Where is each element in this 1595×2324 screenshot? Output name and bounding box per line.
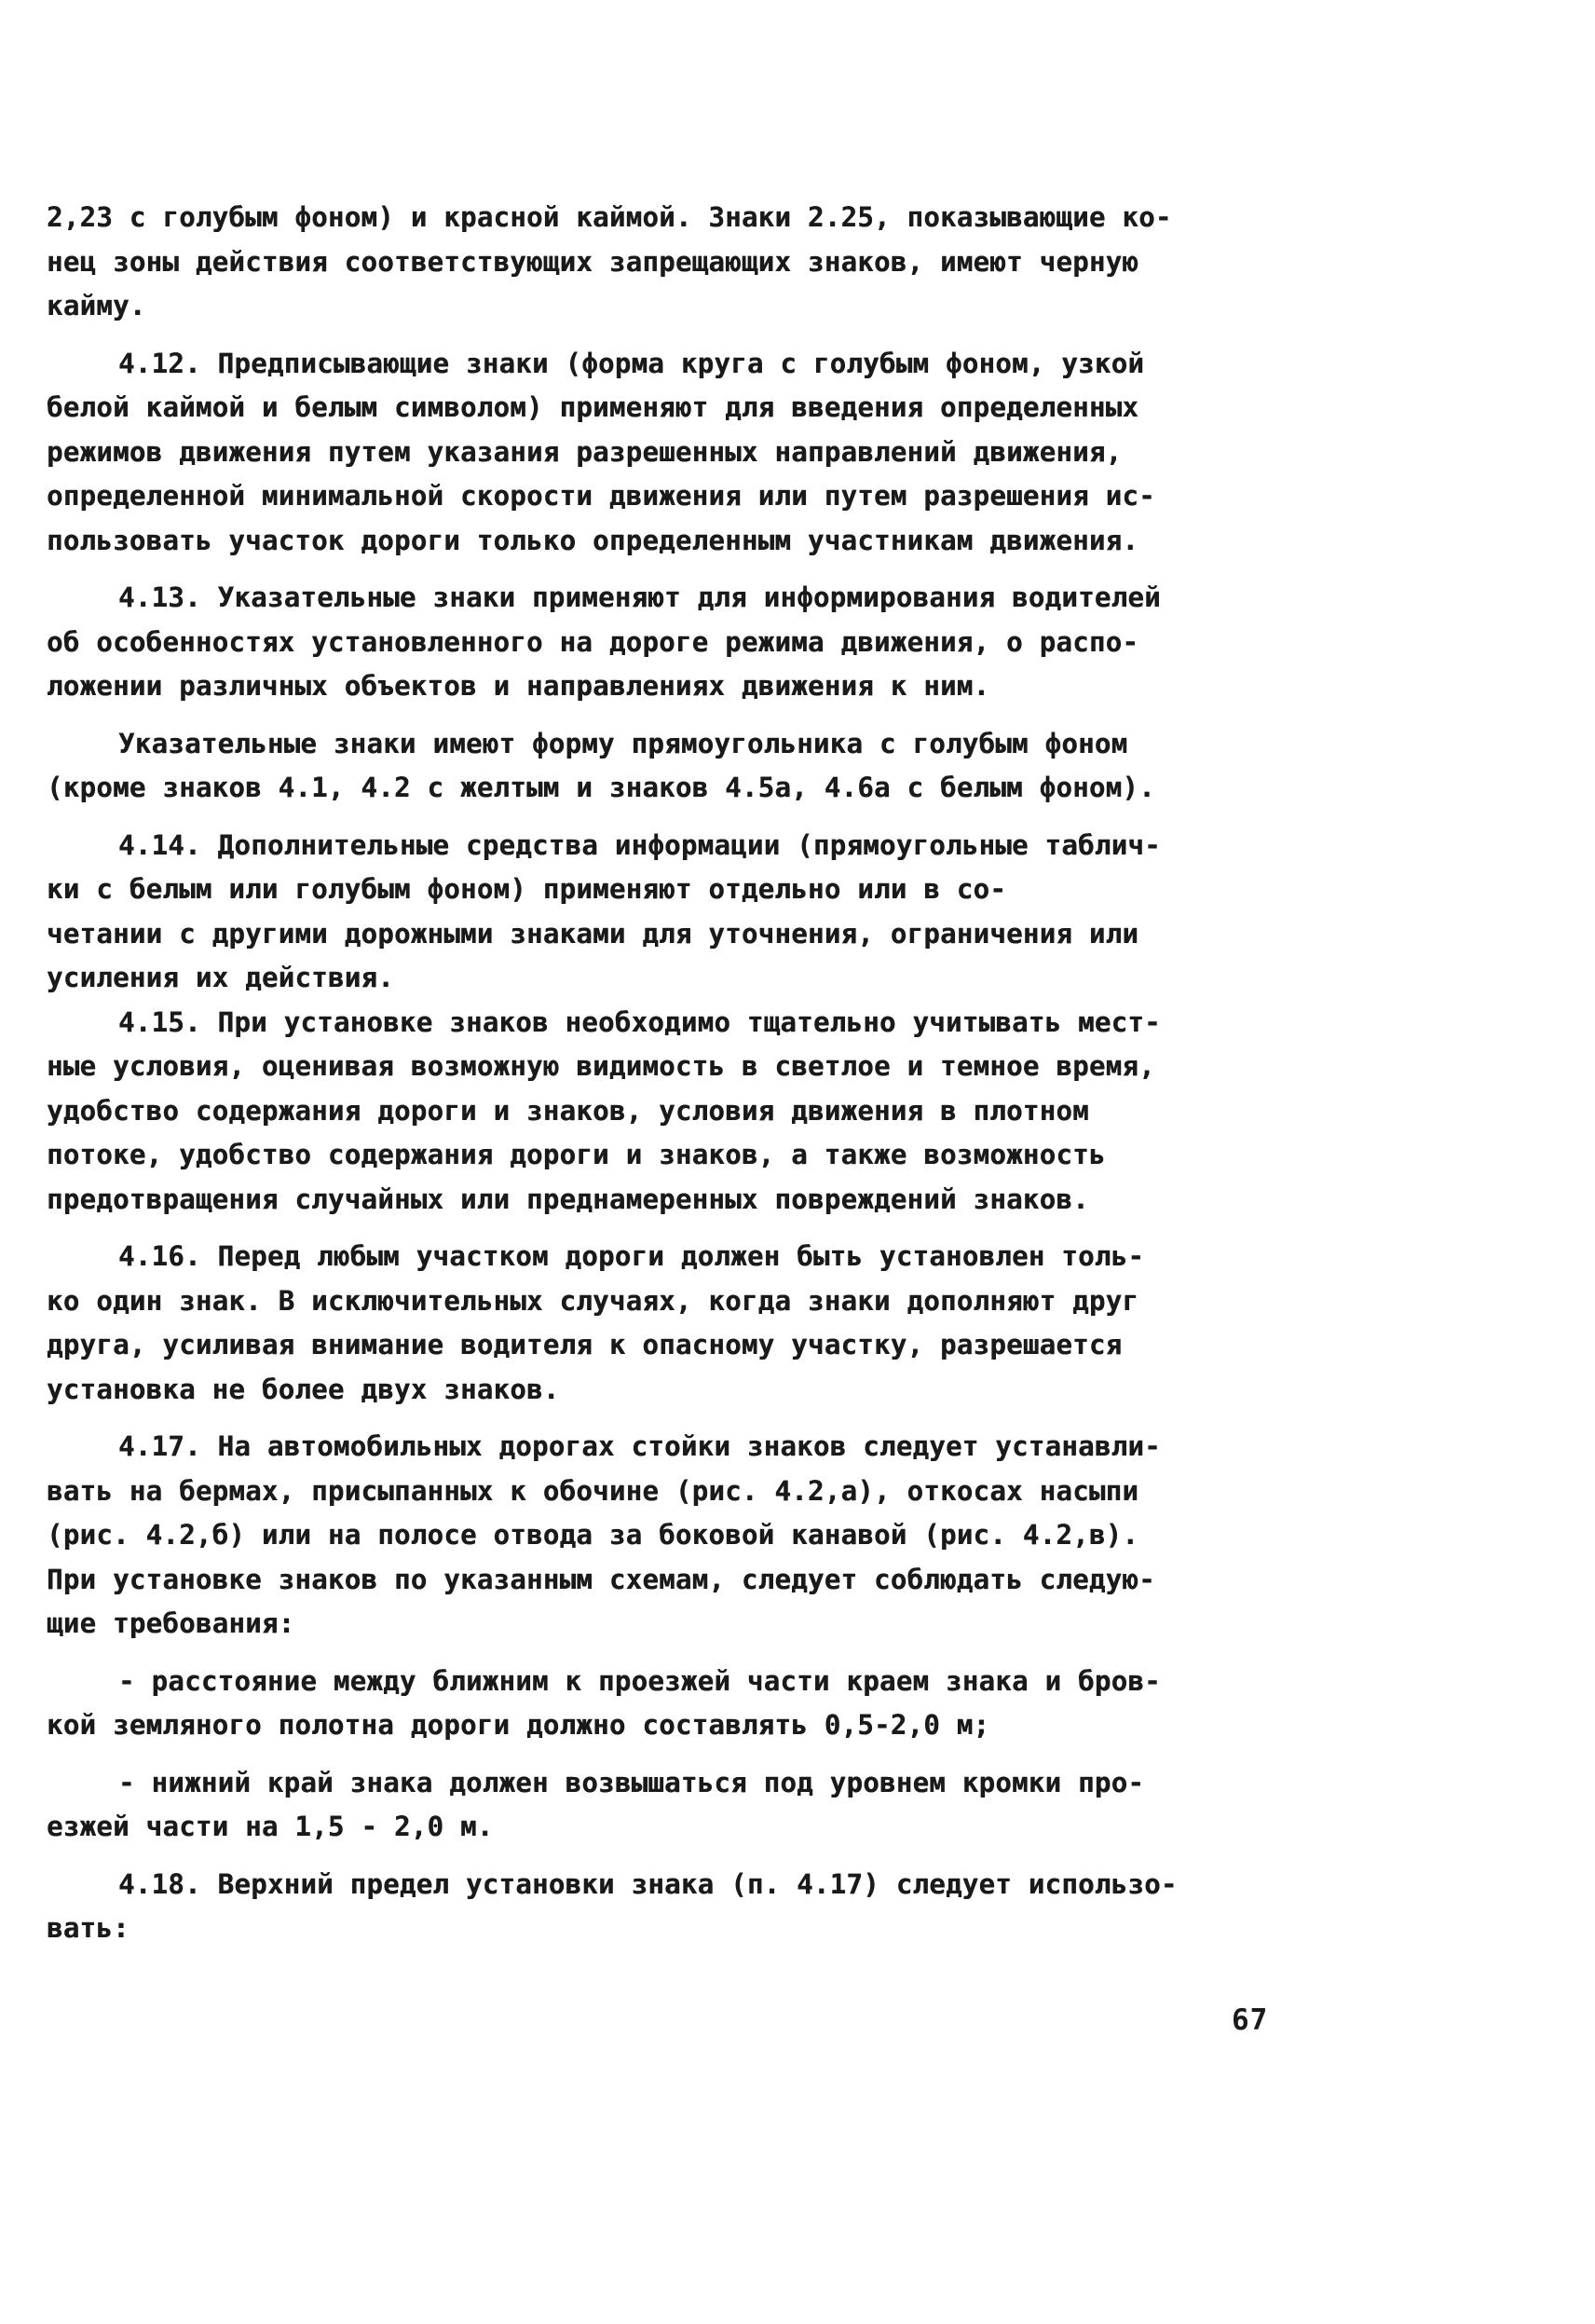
text-line: ки с белым или голубым фоном) применяют отдельно или в со- bbox=[47, 873, 1007, 905]
text-line: щие требования: bbox=[47, 1607, 295, 1639]
paragraph-4-13 bbox=[47, 576, 1286, 709]
text-line: 2,23 с голубым фоном) и красной каймой. Знаки 2.25, показывающие ко- bbox=[47, 201, 1172, 233]
paragraph-4-18 bbox=[47, 1863, 1286, 1951]
paragraph-4-12 bbox=[47, 342, 1286, 564]
paragraph-requirement-distance bbox=[47, 1660, 1286, 1748]
text-line: кой земляного полотна дороги должно составлять 0,5-2,0 м; bbox=[47, 1709, 990, 1741]
text-line: - нижний край знака должен возвышаться под уровнем кромки про- bbox=[118, 1766, 1145, 1798]
paragraph-requirement-height bbox=[47, 1761, 1286, 1850]
paragraph-indicative-signs bbox=[47, 722, 1286, 811]
text-line: предотвращения случайных или преднамеренных повреждений знаков. bbox=[47, 1183, 1089, 1215]
text-line: езжей части на 1,5 - 2,0 м. bbox=[47, 1811, 494, 1842]
paragraph-4-16 bbox=[47, 1235, 1286, 1412]
text-line: белой каймой и белым символом) применяют для введения определенных bbox=[47, 391, 1139, 423]
page-number: 67 bbox=[1232, 2003, 1269, 2037]
text-line: определенной минимальной скорости движения или путем разрешения ис- bbox=[47, 480, 1155, 512]
text-line: 4.15. При установке знаков необходимо тщательно учитывать мест- bbox=[118, 1005, 1161, 1038]
text-line: 4.18. Верхний предел установки знака (п. 4.17) следует использо- bbox=[118, 1867, 1178, 1900]
text-line: усиления их действия. bbox=[47, 962, 394, 993]
text-line: нец зоны действия соответствующих запрещающих знаков, имеют черную bbox=[47, 245, 1139, 278]
text-line: (рис. 4.2,б) или на полосе отвода за боковой канавой (рис. 4.2,в). bbox=[47, 1519, 1139, 1551]
paragraph-4-14 bbox=[47, 824, 1286, 1001]
text-line: При установке знаков по указанным схемам, следует соблюдать следую- bbox=[47, 1563, 1155, 1595]
text-line: (кроме знаков 4.1, 4.2 с желтым и знаков 4.5а, 4.6а с белым фоном). bbox=[47, 772, 1155, 803]
text-line: кайму. bbox=[47, 290, 146, 321]
text-line: установка не более двух знаков. bbox=[47, 1373, 560, 1405]
text-line: вать: bbox=[47, 1912, 130, 1944]
text-line: режимов движения путем указания разрешенных направлений движения, bbox=[47, 435, 1123, 468]
text-line: ные условия, оценивая возможную видимость в светлое и темное время, bbox=[47, 1050, 1155, 1082]
text-line: - расстояние между ближним к проезжей части краем знака и бров- bbox=[118, 1664, 1161, 1697]
text-line: удобство содержания дороги и знаков, условия движения в плотном bbox=[47, 1094, 1089, 1127]
text-line: потоке, удобство содержания дороги и знаков, а также возможность bbox=[47, 1139, 1106, 1170]
document-body bbox=[47, 196, 1286, 1951]
text-line: четании с другими дорожными знаками для уточнения, ограничения или bbox=[47, 917, 1139, 950]
text-line: 4.12. Предписывающие знаки (форма круга с голубым фоном, узкой bbox=[118, 347, 1145, 379]
text-line: 4.17. На автомобильных дорогах стойки знаков следует устанавли- bbox=[118, 1430, 1161, 1462]
paragraph-4-17 bbox=[47, 1425, 1286, 1647]
paragraph-4-15 bbox=[47, 1001, 1286, 1223]
text-line: 4.16. Перед любым участком дороги должен быть установлен толь- bbox=[118, 1240, 1145, 1272]
text-line: Указательные знаки имеют форму прямоугольника с голубым фоном bbox=[118, 727, 1128, 759]
paragraph-signs-continuation bbox=[47, 196, 1286, 329]
text-line: ко один знак. В исключительных случаях, когда знаки дополняют друг bbox=[47, 1284, 1139, 1317]
text-line: 4.13. Указательные знаки применяют для информирования водителей bbox=[118, 581, 1161, 613]
text-line: об особенностях установленного на дороге режима движения, о распо- bbox=[47, 625, 1139, 658]
text-line: пользовать участок дороги только определенным участникам движения. bbox=[47, 524, 1139, 556]
text-line: 4.14. Дополнительные средства информации (прямоугольные таблич- bbox=[118, 828, 1161, 861]
text-line: вать на бермах, присыпанных к обочине (рис. 4.2,а), откосах насыпи bbox=[47, 1474, 1139, 1507]
text-line: ложении различных объектов и направлениях движения к ним. bbox=[47, 670, 990, 702]
text-line: друга, усиливая внимание водителя к опасному участку, разрешается bbox=[47, 1329, 1123, 1360]
